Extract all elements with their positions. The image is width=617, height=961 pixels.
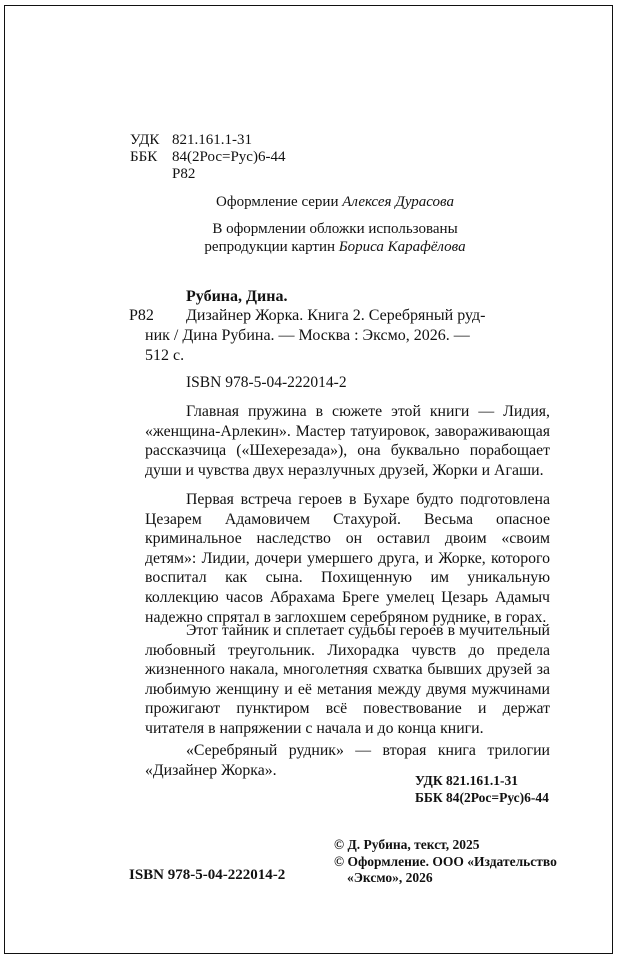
cover-credit-line2 <box>130 238 540 256</box>
udk-value: 821.161.1-31 <box>172 132 252 148</box>
cover-credit-line1: В оформлении обложки использованы <box>212 221 458 237</box>
annotation-paragraph-3: Этот тайник и сплетает судьбы героев в мучительный любовный треугольник. Лихорадка чувств до предела жизненного накала, многолетняя схватка бывших друзей за любимую женщину и её метания между двумя мужчинами прожигают пунктиром всё повествование и держат читателя в напряжении с начала и до конца книги. <box>145 622 550 737</box>
bbk-label: ББК <box>130 149 158 165</box>
copyright-design-line2: «Эксмо», 2026 <box>347 870 433 885</box>
series-design-prefix: Оформление серии <box>216 194 339 210</box>
annotation-paragraph-2: Первая встреча героев в Бухаре будто подготовлена Цезарем Адамовичем Стахурой. Весьма опасное криминальное наследство он оставил двоим «своим детям»: Лидии, дочери умершего друга, и Жорке, которого воспитал как сына. Похищенную им уникальную коллекцию часов Абрахама Бреге умелец Цезарь Адамыч надежно спрятал в заглохшем серебряном руднике, в горах. <box>145 491 550 626</box>
cover-credit-name: Бориса Карафёлова <box>338 239 466 255</box>
catalog-desc-line3: 512 с. <box>145 347 185 364</box>
bottom-udk: УДК 821.161.1-31 <box>415 773 518 788</box>
series-design-name: Алексея Дурасова <box>342 194 454 210</box>
bottom-bbk: ББК 84(2Рос=Рус)6-44 <box>415 790 549 805</box>
catalog-isbn: ISBN 978-5-04-222014-2 <box>186 374 347 391</box>
footer-isbn: ISBN 978-5-04-222014-2 <box>129 867 286 883</box>
catalog-mark: Р82 <box>129 307 154 324</box>
catalog-author-heading: Рубина, Дина. <box>186 288 288 305</box>
catalog-desc-line1: Дизайнер Жорка. Книга 2. Серебряный руд- <box>186 307 486 324</box>
bbk-value: 84(2Рос=Рус)6-44 <box>172 149 286 165</box>
copyright-text: © Д. Рубина, текст, 2025 <box>334 837 480 852</box>
catalog-desc-line2: ник / Дина Рубина. — Москва : Эксмо, 2026. — <box>145 327 470 344</box>
annotation-paragraph-1: Главная пружина в сюжете этой книги — Лидия, «женщина-Арлекин». Мастер татуировок, завораживающая рассказчица («Шехерезада»), она буквально порабощает души и чувства двух неразлучных друзей, Жорки и Агаши. <box>145 403 550 479</box>
annotation-paragraph-4: «Серебряный рудник» — вторая книга трилогии «Дизайнер Жорка». <box>145 742 550 779</box>
copyright-design-line1: © Оформление. ООО «Издательство <box>334 854 557 869</box>
cover-credit-prefix: репродукции картин <box>204 239 336 255</box>
series-design-credit <box>130 193 540 211</box>
udk-label: УДК <box>130 132 160 148</box>
author-mark: Р82 <box>172 166 196 182</box>
